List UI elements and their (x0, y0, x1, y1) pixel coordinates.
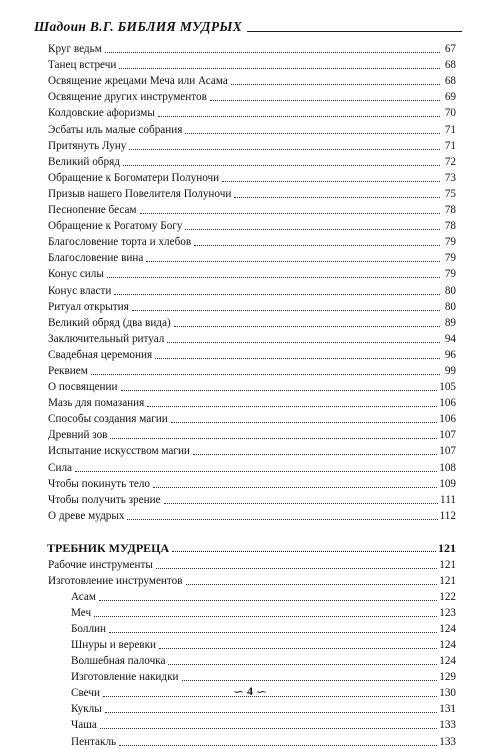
toc-entry[interactable] (48, 298, 456, 314)
toc-entry[interactable] (48, 716, 456, 732)
toc-entry-title: Мазь для помазания (48, 397, 145, 410)
dot-leader (114, 294, 440, 295)
toc-entry-title: Сила (48, 461, 72, 474)
table-of-contents (48, 40, 456, 749)
toc-entry-page-number: 73 (444, 171, 456, 184)
toc-entry-title: Эсбаты иль малые собрания (48, 123, 183, 136)
toc-entry-title: Великий обряд (48, 155, 120, 168)
running-header (34, 15, 462, 35)
toc-entry-title: Конус власти (48, 284, 112, 297)
toc-entry-page-number: 133 (439, 719, 456, 732)
dot-leader (99, 600, 437, 601)
toc-entry[interactable] (48, 604, 456, 620)
toc-entry-title: Рабочие инструменты (48, 558, 153, 571)
toc-entry[interactable] (48, 491, 456, 507)
toc-entry-page-number: 133 (439, 735, 456, 748)
toc-entry[interactable] (48, 442, 456, 458)
toc-entry[interactable] (48, 265, 456, 281)
toc-entry-title: Ритуал открытия (48, 300, 129, 313)
dot-leader (168, 664, 437, 665)
toc-entry-title: Изготовление инструментов (48, 574, 183, 587)
toc-entry[interactable] (48, 588, 456, 604)
toc-entry[interactable] (48, 426, 456, 442)
toc-entry-page-number: 78 (444, 220, 456, 233)
toc-entry[interactable] (48, 572, 456, 588)
toc-entry-page-number: 106 (439, 413, 456, 426)
toc-entry-title: Меч (71, 606, 92, 619)
toc-entry[interactable] (48, 40, 456, 56)
dot-leader (129, 149, 440, 150)
toc-entry-title: Освящение жрецами Меча или Асама (48, 75, 228, 88)
toc-entry-title: Асам (71, 590, 96, 603)
page-footer (0, 682, 500, 700)
dot-leader (172, 551, 436, 552)
toc-entry-title: Реквием (48, 364, 88, 377)
toc-entry-title: Благословение торта и хлебов (48, 236, 192, 249)
toc-entry-page-number: 96 (444, 348, 456, 361)
dot-leader (91, 374, 440, 375)
dot-leader (159, 648, 437, 649)
toc-entry-title: Притянуть Луну (48, 139, 127, 152)
toc-entry-title: Древний зов (48, 429, 108, 442)
dot-leader (182, 680, 438, 681)
toc-entry-page-number: 111 (440, 493, 456, 506)
toc-entry-title: О древе мудрых (48, 509, 125, 522)
dot-leader (132, 310, 440, 311)
toc-entry[interactable] (48, 330, 456, 346)
dot-leader (146, 261, 440, 262)
toc-entry-title: Свечи (71, 687, 100, 700)
toc-entry-page-number: 122 (439, 590, 456, 603)
dot-leader (210, 100, 440, 101)
toc-entry-page-number: 123 (439, 606, 456, 619)
toc-entry[interactable] (48, 314, 456, 330)
dot-leader (110, 438, 437, 439)
toc-entry[interactable] (48, 169, 456, 185)
toc-entry[interactable] (48, 475, 456, 491)
toc-entry-page-number: 108 (439, 461, 456, 474)
toc-entry-page-number: 129 (439, 671, 456, 684)
dot-leader (123, 165, 440, 166)
toc-entry-title: Чтобы получить зрение (48, 493, 161, 506)
ornament-right-icon: ∽ (256, 683, 267, 699)
toc-entry-page-number: 80 (444, 284, 456, 297)
dot-leader (185, 133, 440, 134)
toc-entry-page-number: 78 (444, 204, 456, 217)
toc-entry-title: Способы создания магии (48, 413, 168, 426)
dot-leader (121, 390, 438, 391)
dot-leader (222, 181, 440, 182)
dot-leader (231, 84, 440, 85)
toc-entry-page-number: 121 (439, 574, 456, 587)
dot-leader (147, 406, 437, 407)
toc-entry-title: Обращение к Богоматери Полуночи (48, 171, 220, 184)
section-page-number: 121 (438, 541, 456, 556)
toc-entry[interactable] (48, 88, 456, 104)
dot-leader (100, 728, 437, 729)
toc-entry[interactable] (48, 700, 456, 716)
toc-entry-page-number: 79 (444, 236, 456, 249)
dot-leader (158, 116, 440, 117)
toc-entry[interactable] (48, 217, 456, 233)
ornament-left-icon: ∽ (233, 683, 244, 699)
dot-leader (119, 745, 437, 746)
dot-leader (155, 358, 440, 359)
toc-entry-page-number: 107 (439, 429, 456, 442)
toc-entry-page-number: 107 (439, 445, 456, 458)
toc-entry-title: Обращение к Рогатому Богу (48, 220, 183, 233)
dot-leader (194, 245, 440, 246)
dot-leader (171, 422, 437, 423)
dot-leader (193, 454, 437, 455)
toc-entry[interactable] (48, 652, 456, 668)
toc-entry-title: Благословение вина (48, 252, 144, 265)
toc-entry-title: Заключительный ритуал (48, 332, 165, 345)
toc-entry-page-number: 94 (444, 332, 456, 345)
toc-entry-page-number: 68 (444, 59, 456, 72)
toc-entry[interactable] (48, 507, 456, 523)
toc-entry[interactable] (48, 394, 456, 410)
toc-entry-page-number: 112 (439, 509, 456, 522)
dot-leader (156, 568, 437, 569)
toc-entry-page-number: 99 (444, 364, 456, 377)
toc-entry-page-number: 130 (439, 687, 456, 700)
header-title: Шадоин В.Г. БИБЛИЯ МУДРЫХ (34, 19, 243, 34)
toc-entry-page-number: 124 (439, 622, 456, 635)
toc-list-section (48, 555, 456, 748)
toc-entry[interactable] (48, 120, 456, 136)
toc-entry-page-number: 71 (444, 123, 456, 136)
toc-entry[interactable] (48, 56, 456, 72)
toc-entry-title: Чаша (71, 719, 97, 732)
toc-entry[interactable] (48, 137, 456, 153)
toc-entry-page-number: 80 (444, 300, 456, 313)
toc-entry[interactable] (48, 555, 456, 571)
toc-entry-page-number: 68 (444, 75, 456, 88)
dot-leader (109, 632, 437, 633)
toc-entry-page-number: 105 (439, 381, 456, 394)
toc-entry[interactable] (48, 72, 456, 88)
toc-entry[interactable] (48, 249, 456, 265)
section-spacer (48, 523, 456, 539)
toc-entry[interactable] (48, 281, 456, 297)
toc-entry-title: Куклы (71, 703, 102, 716)
toc-entry-page-number: 121 (439, 558, 456, 571)
dot-leader (185, 229, 440, 230)
toc-entry-page-number: 67 (444, 43, 456, 56)
toc-entry[interactable] (48, 153, 456, 169)
header-rule (247, 31, 462, 32)
toc-entry-page-number: 109 (439, 477, 456, 490)
toc-entry[interactable] (48, 458, 456, 474)
dot-leader (107, 277, 440, 278)
dot-leader (94, 616, 437, 617)
toc-entry-title: Танец встречи (48, 59, 117, 72)
toc-entry-title: Пентакль (71, 735, 117, 748)
dot-leader (164, 503, 439, 504)
toc-entry-title: Боллин (71, 622, 107, 635)
toc-entry[interactable] (48, 201, 456, 217)
toc-entry[interactable] (48, 636, 456, 652)
dot-leader (127, 519, 437, 520)
toc-entry-page-number: 124 (439, 655, 456, 668)
toc-entry[interactable] (48, 185, 456, 201)
toc-entry-title: Призыв нашего Повелителя Полуночи (48, 187, 232, 200)
toc-entry-page-number: 106 (439, 397, 456, 410)
toc-entry-title: Великий обряд (два вида) (48, 316, 171, 329)
toc-section-heading (47, 539, 456, 556)
toc-entry-title: Испытание искусством магии (48, 445, 190, 458)
toc-entry-page-number: 124 (439, 638, 456, 651)
toc-entry[interactable] (48, 346, 456, 362)
dot-leader (234, 197, 440, 198)
toc-entry-title: Чтобы покинуть тело (48, 477, 151, 490)
dot-leader (75, 471, 437, 472)
toc-entry-title: Песнопение бесам (48, 204, 137, 217)
toc-entry-page-number: 75 (444, 187, 456, 200)
toc-entry-title: Круг ведьм (48, 43, 102, 56)
toc-entry-page-number: 69 (444, 91, 456, 104)
toc-entry[interactable] (48, 410, 456, 426)
dot-leader (167, 342, 440, 343)
dot-leader (153, 487, 437, 488)
dot-leader (105, 52, 440, 53)
section-title: ТРЕБНИК МУДРЕЦА (47, 541, 170, 556)
toc-entry-title: Свадебная церемония (48, 348, 153, 361)
toc-entry[interactable] (48, 233, 456, 249)
dot-leader (174, 326, 440, 327)
toc-entry-title: Волшебная палочка (71, 655, 166, 668)
toc-entry-title: Шнуры и веревки (71, 638, 157, 651)
toc-list-main (48, 40, 456, 523)
toc-entry-title: Конус силы (48, 268, 104, 281)
page-number: 4 (247, 683, 253, 698)
toc-entry-title: Освящение других инструментов (48, 91, 207, 104)
toc-entry-page-number: 79 (444, 252, 456, 265)
dot-leader (140, 213, 441, 214)
toc-entry-page-number: 79 (444, 268, 456, 281)
toc-entry[interactable] (48, 378, 456, 394)
toc-entry-title: О посвящении (48, 381, 118, 394)
toc-entry-page-number: 70 (444, 107, 456, 120)
toc-entry-page-number: 71 (444, 139, 456, 152)
toc-entry[interactable] (48, 362, 456, 378)
toc-entry[interactable] (48, 104, 456, 120)
toc-entry-page-number: 131 (439, 703, 456, 716)
toc-entry[interactable] (48, 732, 456, 748)
toc-entry[interactable] (48, 620, 456, 636)
toc-entry-page-number: 72 (444, 155, 456, 168)
dot-leader (186, 584, 438, 585)
toc-entry-page-number: 89 (444, 316, 456, 329)
toc-entry-title: Колдовские афоризмы (48, 107, 155, 120)
dot-leader (119, 68, 440, 69)
toc-entry-title: Изготовление накидки (71, 671, 179, 684)
